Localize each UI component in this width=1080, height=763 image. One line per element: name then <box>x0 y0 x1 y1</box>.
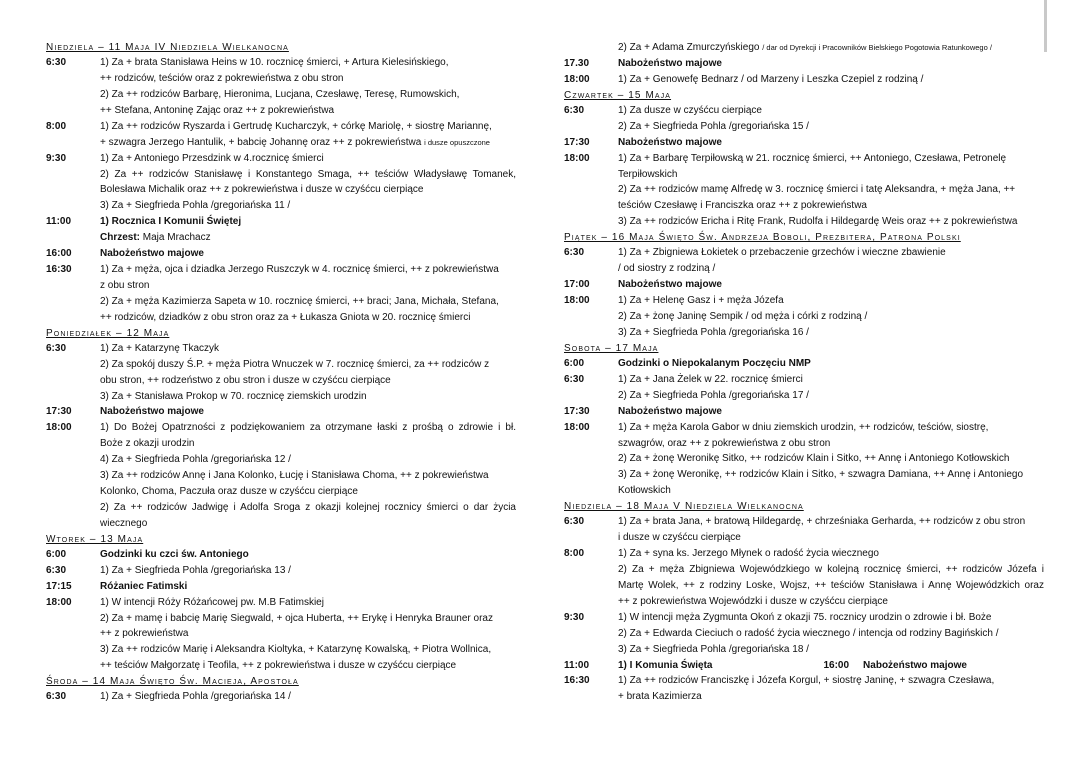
intentions <box>618 514 1044 546</box>
intentions <box>100 262 516 326</box>
intention-line <box>100 658 516 674</box>
intention-line <box>100 563 516 579</box>
intention-text: 1) Za + Katarzynę Tkaczyk <box>100 342 220 354</box>
intention-text: Maja Mrachacz <box>140 232 211 244</box>
intentions <box>100 55 516 119</box>
mass-time: 6:30 <box>564 104 585 116</box>
intention-line <box>100 547 516 563</box>
intention-text: ++ z pokrewieństwa Wojewódzki i dusze w czyśćcu cierpiące <box>618 595 888 607</box>
mass-entry <box>564 356 1044 372</box>
intention-text: 3) Za ++ rodziców Annę i Jana Kolonko, Łucję i Stanisława Choma, ++ z pokrewieństwa <box>100 470 489 482</box>
intentions <box>618 103 1044 135</box>
intention-line <box>100 626 516 642</box>
mass-time: 6:30 <box>46 57 67 69</box>
intention-text: 2) Za spokój duszy Ś.P. + męża Piotra Wnuczek w 7. rocznicę śmierci, za ++ rodziców z <box>100 358 490 370</box>
intention-line <box>618 72 1044 88</box>
intention-line <box>100 246 516 262</box>
intention-text: Nabożeństwo majowe <box>618 57 722 69</box>
intention-text: 1) Rocznica I Komunii Świętej <box>100 216 242 228</box>
mass-entry <box>564 293 1044 341</box>
intention-line <box>618 325 1044 341</box>
intention-line <box>100 389 516 405</box>
mass-time: 6:30 <box>564 516 585 528</box>
intention-line <box>618 642 1044 658</box>
mass-time: 8:00 <box>46 120 67 132</box>
intention-line <box>618 530 1044 546</box>
intention-text: 1) I Komunia Święta <box>618 659 713 671</box>
intention-text: 2) Za + Siegfrieda Pohla /gregoriańska 17 / <box>618 389 809 401</box>
intention-line <box>100 500 516 516</box>
intention-line <box>100 135 516 151</box>
mass-time: 6:30 <box>46 691 67 703</box>
intention-text: 1) Za + brata Jana, + bratową Hildegardę, + chrześniaka Gerharda, ++ rodziców z obu stron <box>618 516 1026 528</box>
intention-text: 2) Za + męża Zbigniewa Wojewódzkiego w kolejną rocznicę śmierci, ++ rodziców Józefa i <box>618 564 1044 576</box>
intention-line <box>100 214 516 230</box>
mass-entry <box>564 673 1044 705</box>
intention-text: 1) Za + brata Stanisława Heins w 10. rocznicę śmierci, + Artura Kielesińskiego, <box>100 57 449 69</box>
mass-entry <box>564 404 1044 420</box>
intention-text: 1) Za + Siegfrieda Pohla /gregoriańska 14 / <box>100 691 291 703</box>
mass-time: 18:00 <box>564 152 590 164</box>
intentions <box>618 372 1044 404</box>
intention-text: 3) Za ++ rodziców Marię i Aleksandra Kioltyka, + Katarzynę Kowalską, + Piotra Wollnica, <box>100 644 492 656</box>
intention-text: szwagrów, oraz ++ z pokrewieństwa z obu stron <box>618 437 831 449</box>
intentions <box>100 595 516 675</box>
intention-line <box>618 356 1044 372</box>
mass-time: 18:00 <box>564 73 590 85</box>
intention-text: 1) Za + syna ks. Jerzego Młynek o radość życia wiecznego <box>618 548 879 560</box>
intention-text: teściów Czesławę i Franciszka oraz ++ z pokrewieństwa <box>618 200 867 212</box>
intention-line <box>618 214 1044 230</box>
intention-line <box>618 673 1044 689</box>
mass-time: 16:00 <box>823 659 850 671</box>
mass-entry <box>564 372 1044 404</box>
intentions <box>618 673 1044 705</box>
intention-line <box>100 167 516 183</box>
mass-time: 11:00 <box>564 659 590 671</box>
intention-text: Godzinki o Niepokalanym Poczęciu NMP <box>618 358 811 370</box>
intentions <box>618 72 1044 88</box>
mass-entry <box>46 579 516 595</box>
intention-text: 3) Za + Siegfrieda Pohla /gregoriańska 11 / <box>100 200 291 212</box>
intention-line <box>618 562 1044 578</box>
intention-text: ++ z pokrewieństwa <box>100 628 189 640</box>
intention-line <box>618 420 1044 436</box>
mass-entry <box>46 404 516 420</box>
mass-entry <box>46 214 516 246</box>
intention-text: Kotłowskich <box>618 485 671 497</box>
mass-time: 18:00 <box>564 421 590 433</box>
mass-time: 17:30 <box>564 405 590 417</box>
intentions <box>100 119 516 151</box>
mass-time: 16:30 <box>46 263 72 275</box>
intention-line <box>618 261 1044 277</box>
intention-text: 2) Za + Adama Zmurczyńskiego <box>618 42 760 53</box>
intentions <box>100 579 516 595</box>
mass-entry <box>46 547 516 563</box>
intention-line <box>100 436 516 452</box>
right-column <box>564 40 1044 705</box>
intention-text: 1) Za + Jana Żelek w 22. rocznicę śmierci <box>618 373 803 385</box>
intentions <box>100 341 516 405</box>
intention-text: 1) W intencji Róży Różańcowej pw. M.B Fatimskiej <box>100 596 324 608</box>
intention-line <box>100 230 516 246</box>
intention-text: Terpiłowskich <box>618 168 678 180</box>
intention-text: + brata Kazimierza <box>618 691 702 703</box>
intention-text: wiecznego <box>100 517 148 529</box>
mass-time: 6:30 <box>46 342 67 354</box>
mass-entry <box>46 420 516 531</box>
intention-line <box>100 420 516 436</box>
mass-time: 6:30 <box>46 564 67 576</box>
intention-line <box>618 293 1044 309</box>
intention-line <box>618 135 1044 151</box>
mass-time: 17.30 <box>564 57 590 69</box>
mass-time: 6:00 <box>564 358 585 370</box>
day-header: Niedziela – 11 Maja IV Niedziela Wielkanocna <box>46 42 289 53</box>
intention-line <box>100 182 516 198</box>
mass-time: 9:30 <box>564 611 585 623</box>
intention-line <box>618 309 1044 325</box>
intentions <box>618 293 1044 341</box>
mass-entry <box>564 56 1044 72</box>
intention-text: 1) Za ++ rodziców Ryszarda i Gertrudę Kucharczyk, + córkę Mariolę, + siostrę Mariannę, <box>100 120 492 132</box>
intentions <box>618 40 1044 56</box>
intention-text: Nabożeństwo majowe <box>100 248 204 260</box>
day-header: Piątek – 16 Maja Święto Św. Andrzeja Boboli, Prezbitera, Patrona Polski <box>564 232 961 244</box>
mass-entry <box>564 72 1044 88</box>
intention-text: ++ rodziców, teściów oraz z pokrewieństwa z obu stron <box>100 73 344 85</box>
intention-text: Nabożeństwo majowe <box>618 405 722 417</box>
intentions <box>618 658 1044 674</box>
intention-note: i dusze opuszczone <box>424 137 490 147</box>
intention-text: Bolesława Michalik oraz ++ z pokrewieństwa i dusze w czyśćcu cierpiące <box>100 184 424 196</box>
intention-line <box>100 611 516 627</box>
mass-time: 17:00 <box>564 279 590 291</box>
day-header: Środa – 14 Maja Święto Św. Macieja, Apostoła <box>46 676 299 688</box>
day-header: Czwartek – 15 Maja <box>564 89 672 101</box>
intention-text: 1) Za + Siegfrieda Pohla /gregoriańska 13 / <box>100 564 291 576</box>
intention-text: / od siostry z rodziną / <box>618 263 716 275</box>
intention-text: 1) Za + Genowefę Bednarz / od Marzeny i Leszka Czepiel z rodziną / <box>618 73 924 85</box>
intention-line <box>618 546 1044 562</box>
intention-line <box>100 310 516 326</box>
intention-text: 2) Za + żonę Janinę Sempik / od męża i córki z rodziną / <box>618 311 868 322</box>
mass-entry <box>564 546 1044 610</box>
intention-line <box>100 468 516 484</box>
intention-line <box>100 278 516 294</box>
intention-line <box>618 167 1044 183</box>
intention-line <box>100 198 516 214</box>
intention-text: 2) Za ++ rodziców Jadwigę i Adolfa Sroga z okazji kolejnej rocznicy śmierci o dar życia <box>100 501 516 513</box>
intention-line <box>100 55 516 71</box>
intention-line <box>100 689 516 705</box>
intentions <box>618 356 1044 372</box>
intention-text: obu stron, ++ rodzeństwo z obu stron i dusze w czyśćcu cierpiące <box>100 374 391 386</box>
mass-time: 6:30 <box>564 247 585 259</box>
intention-line <box>618 467 1044 483</box>
intention-line <box>100 151 516 167</box>
intention-text: + szwagra Jerzego Hantulik, + babcię Johannę oraz ++ z pokrewieństwa <box>100 136 422 148</box>
mass-entry <box>46 262 516 326</box>
intention-text: Chrzest: <box>100 232 141 244</box>
intention-line <box>618 514 1044 530</box>
intention-line <box>618 626 1044 642</box>
intention-line <box>100 294 516 310</box>
mass-entry <box>564 277 1044 293</box>
intentions <box>618 245 1044 277</box>
intention-line <box>618 594 1044 610</box>
intention-line <box>618 245 1044 261</box>
intention-line <box>100 262 516 278</box>
intention-text: 1) Za dusze w czyśćcu cierpiące <box>618 104 762 116</box>
intention-text: ++ teściów Małgorzatę i Teofila, ++ z pokrewieństwa i dusze w czyśćcu cierpiące <box>100 660 457 672</box>
intention-text: Martę Wolek, ++ z rodziny Loske, Wojsz, ++ teściów Stanisława i Annę Wojewódzkich oraz <box>618 580 1044 591</box>
intentions <box>618 277 1044 293</box>
mass-entry <box>564 658 1044 674</box>
intention-text: 1) Za + Antoniego Przesdzink w 4.rocznicę śmierci <box>100 152 324 164</box>
intention-line <box>100 119 516 135</box>
intention-line <box>618 103 1044 119</box>
mass-time: 17:30 <box>46 406 72 418</box>
intention-line <box>618 578 1044 594</box>
intention-text: 1) Za ++ rodziców Franciszkę i Józefa Korgul, + siostrę Janinę, + szwagra Czesława, <box>618 675 995 687</box>
intention-text: Różaniec Fatimski <box>100 580 188 592</box>
intentions <box>100 547 516 563</box>
mass-time: 18:00 <box>46 596 72 608</box>
intention-text: 1) Za + męża, ojca i dziadka Jerzego Ruszczyk w 4. rocznicę śmierci, ++ z pokrewieństwa <box>100 263 499 275</box>
intention-line <box>100 642 516 658</box>
mass-time: 11:00 <box>46 216 72 228</box>
intention-text: 1) Za + Barbarę Terpiłowską w 21. rocznicę śmierci, ++ Antoniego, Czesława, Petronelę <box>618 152 1007 164</box>
intention-line <box>618 182 1044 198</box>
intention-note: / dar od Dyrekcji i Pracowników Bielskiego Pogotowia Ratunkowego / <box>762 43 992 52</box>
intention-line <box>100 484 516 500</box>
intention-text: 2) Za ++ rodziców Stanisławę i Konstantego Smaga, ++ teściów Władysławę Tomanek, <box>100 168 516 180</box>
intention-line <box>100 373 516 389</box>
day-header: Poniedziałek – 12 Maja <box>46 327 170 339</box>
mass-entry <box>46 341 516 405</box>
intentions <box>100 246 516 262</box>
intention-line <box>618 436 1044 452</box>
intention-line <box>100 341 516 357</box>
intentions <box>100 214 516 246</box>
intention-line <box>100 452 516 468</box>
intention-line <box>100 357 516 373</box>
mass-entry <box>564 135 1044 151</box>
intention-line <box>618 277 1044 293</box>
mass-entry <box>46 55 516 119</box>
intention-text: 2) Za + Siegfrieda Pohla /gregoriańska 15 / <box>618 120 809 132</box>
day-header: Wtorek – 13 Maja <box>46 533 144 545</box>
intention-line <box>618 658 1044 674</box>
intention-text: Nabożeństwo majowe <box>618 279 722 291</box>
mass-entry <box>46 563 516 579</box>
intentions <box>618 151 1044 231</box>
mass-time: 6:00 <box>46 548 67 560</box>
mass-entry <box>46 246 516 262</box>
intention-line <box>618 198 1044 214</box>
intention-text: ++ rodziców, dziadków z obu stron oraz za + Łukasza Gniota w 20. rocznicę śmierci <box>100 311 471 323</box>
intentions <box>618 56 1044 72</box>
intention-text: 2) Za + żonę Weronikę Sitko, ++ rodziców Klain i Sitko, ++ Annę i Antoniego Kotłowskich <box>618 453 1010 465</box>
intention-text: z obu stron <box>100 279 150 291</box>
intention-line <box>100 71 516 87</box>
left-column <box>46 40 516 705</box>
mass-time: 9:30 <box>46 152 67 164</box>
mass-entry <box>564 151 1044 231</box>
intention-text: Nabożeństwo majowe <box>863 659 967 671</box>
mass-time: 18:00 <box>46 422 72 434</box>
mass-entry <box>46 595 516 675</box>
intention-text: 2) Za ++ rodziców Barbarę, Hieronima, Lucjana, Czesławę, Teresę, Rumowskich, <box>100 89 460 101</box>
mass-entry <box>46 119 516 151</box>
intention-line <box>100 516 516 532</box>
mass-time <box>564 40 618 56</box>
mass-entry <box>564 40 1044 56</box>
intention-line <box>618 372 1044 388</box>
intention-line <box>618 483 1044 499</box>
intention-text: 2) Za ++ rodziców mamę Alfredę w 3. rocznicę śmierci i tatę Aleksandra, + męża Jana, ++ <box>618 184 1016 196</box>
intention-text: 3) Za + Stanisława Prokop w 70. rocznicę ziemskich urodzin <box>100 390 367 402</box>
intentions <box>618 420 1044 500</box>
intention-line <box>618 388 1044 404</box>
intention-line <box>618 610 1044 626</box>
intention-text: Nabożeństwo majowe <box>618 136 722 148</box>
intention-text: 3) Za + żonę Weronikę, ++ rodziców Klain i Sitko, + szwagra Damiana, ++ Annę i Antoniego <box>618 469 1024 481</box>
intentions <box>618 610 1044 658</box>
intention-line <box>618 119 1044 135</box>
intention-text: Kolonko, Choma, Paczuła oraz dusze w czyśćcu cierpiące <box>100 485 358 497</box>
mass-entry <box>564 610 1044 658</box>
intention-text: Boże z okazji urodzin <box>100 438 195 450</box>
intention-text: 1) Do Bożej Opatrzności z podziękowaniem za otrzymane łaski z prośbą o zdrowie i bł. <box>100 422 516 434</box>
intention-text: i dusze w czyśćcu cierpiące <box>618 532 741 544</box>
intention-text: 2) Za + męża Kazimierza Sapeta w 10. rocznicę śmierci, ++ braci; Jana, Michała, Stefana, <box>100 295 499 307</box>
day-header: Niedziela – 18 Maja V Niedziela Wielkanocna <box>564 501 804 513</box>
intention-text: 3) Za + Siegfrieda Pohla /gregoriańska 16 / <box>618 326 809 338</box>
intentions <box>100 563 516 579</box>
intentions <box>100 151 516 215</box>
mass-entry <box>564 514 1044 546</box>
mass-time: 8:00 <box>564 548 585 560</box>
intention-line <box>618 56 1044 72</box>
intention-text: 3) Za + Siegfrieda Pohla /gregoriańska 18 / <box>618 643 809 655</box>
intentions <box>618 135 1044 151</box>
intention-text: Godzinki ku czci św. Antoniego <box>100 548 249 560</box>
intention-text: 4) Za + Siegfrieda Pohla /gregoriańska 12 / <box>100 454 291 466</box>
intentions <box>618 546 1044 610</box>
intention-line <box>100 595 516 611</box>
intention-text: Nabożeństwo majowe <box>100 406 204 418</box>
intention-text: ++ Stefana, Antoninę Zając oraz ++ z pokrewieństwa <box>100 104 335 116</box>
intention-text: 3) Za ++ rodziców Ericha i Ritę Frank, Rudolfa i Hildegardę Weis oraz ++ z pokrewieństwa <box>618 216 1018 228</box>
intention-line <box>618 40 1044 56</box>
mass-entry <box>564 245 1044 277</box>
mass-entry <box>564 103 1044 135</box>
mass-entry <box>46 151 516 215</box>
intention-line <box>618 151 1044 167</box>
intention-text: 1) Za + Zbigniewa Łokietek o przebaczenie grzechów i wieczne zbawienie <box>618 247 946 259</box>
intentions <box>100 689 516 705</box>
intentions <box>618 404 1044 420</box>
intention-text: 2) Za + Edwarda Cieciuch o radość życia wiecznego / intencja od rodziny Bagińskich / <box>618 627 999 639</box>
mass-time: 17:30 <box>564 136 590 148</box>
intentions <box>100 404 516 420</box>
mass-time: 17:15 <box>46 580 72 592</box>
intention-text: 2) Za + mamę i babcię Marię Siegwald, + ojca Huberta, ++ Erykę i Henryka Brauner oraz <box>100 612 493 624</box>
mass-time: 6:30 <box>564 373 585 385</box>
day-header: Sobota – 17 Maja <box>564 342 659 354</box>
intention-text: 1) Za + męża Karola Gabor w dniu ziemskich urodzin, ++ rodziców, teściów, siostrę, <box>618 421 989 433</box>
intention-line <box>100 579 516 595</box>
intentions <box>100 420 516 531</box>
mass-time: 16:00 <box>46 248 72 260</box>
scrollbar[interactable] <box>1044 0 1047 52</box>
intention-line <box>100 103 516 119</box>
intention-line <box>618 689 1044 705</box>
intention-line <box>618 404 1044 420</box>
intention-line <box>100 87 516 103</box>
intention-line <box>100 404 516 420</box>
mass-time: 16:30 <box>564 675 590 687</box>
mass-entry <box>564 420 1044 500</box>
intention-text: 1) Za + Helenę Gasz i + męża Józefa <box>618 295 784 307</box>
mass-entry <box>46 689 516 705</box>
intention-line <box>618 451 1044 467</box>
intention-text: 1) W intencji męża Zygmunta Okoń z okazji 75. rocznicy urodzin o zdrowie i bł. Boże <box>618 611 992 623</box>
mass-time: 18:00 <box>564 295 590 307</box>
